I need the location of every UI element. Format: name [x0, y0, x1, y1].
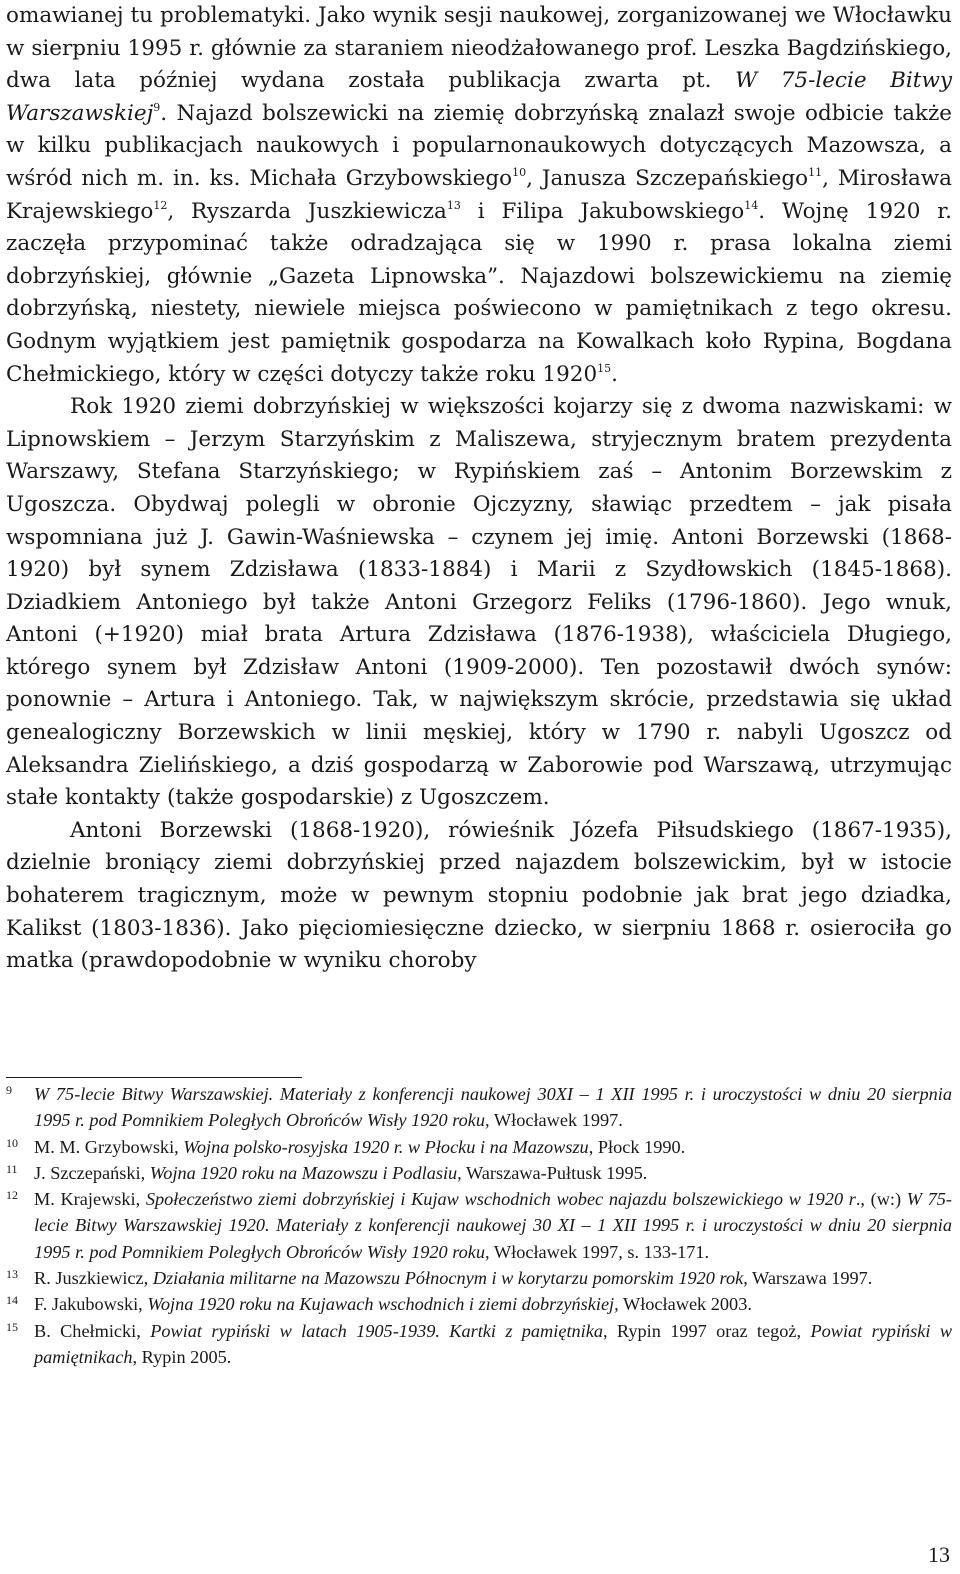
footnote-text — [34, 1318, 952, 1371]
text-run: i Filipa Jakubowskiego — [460, 198, 745, 224]
text-run: Warszawa-Pułtusk 1995. — [461, 1162, 648, 1183]
footnote-ref: 11 — [808, 165, 823, 179]
text-run: , Rypin 1997 oraz tegoż, — [603, 1320, 811, 1341]
italic-text: W 75-lecie Bitwy Warszawskiej. Materiały z konferencji naukowej 30XI – 1 XII 1995 r. i uroczystości w dniu 20 sierpnia 1995 r. pod Pomnikiem Poległych Obrońców Wisły 1920 roku, — [34, 1084, 952, 1131]
italic-text: Działania militarne na Mazowszu Północnym i w korytarzu pomorskim 1920 rok — [152, 1268, 744, 1289]
italic-text: W 75-lecie Bitwy Warszawskiej — [6, 68, 952, 126]
text-run: R. Juszkiewicz, — [34, 1268, 153, 1289]
text-run: , Warszawa 1997. — [743, 1268, 873, 1289]
text-run: omawianej tu problematyki. Jako wynik sesji naukowej, zorganizowanej we Włocławku w sierpniu 1995 r. głównie za staraniem nieodżałowanego prof. Leszka Bagdzińskiego, dwa lata później wydana została publikacja zwarta pt. — [6, 3, 952, 94]
text-run: Antoni Borzewski (1868-1920), rówieśnik Józefa Piłsudskiego (1867-1935), dzielnie broniący ziemi dobrzyńskiej przed najazdem bolszewickim, był w istocie bohaterem tragicznym, może w pewnym stopniu podobnie jak brat jego dziadka, Kalikst (1803-1836). Jako pięciomiesięczne dziecko, w sierpniu 1868 r. osierociła go matka (prawdopodobnie w wyniku choroby — [6, 817, 952, 974]
paragraph — [6, 0, 952, 391]
footnote-number: 12 — [6, 1188, 18, 1203]
footnote-ref: 13 — [446, 198, 461, 212]
footnote-number: 15 — [6, 1319, 18, 1334]
footnote — [6, 1134, 952, 1160]
text-run: . Wojnę 1920 r. zaczęła przypominać także odradzająca się w 1990 r. prasa lokalna ziemi dobrzyńskiej, głównie „Gazeta Lipnowska”. Najazdowi bolszewickiemu na ziemię dobrzyńską, niestety, niewiele miejsca poświecono w pamiętnikach z tego okresu. Godnym wyjątkiem jest pamiętnik gospodarza na Kowalkach koło Rypina, Bogdana Chełmickiego, który w części dotyczy także roku 1920 — [6, 198, 952, 387]
text-run: . — [611, 361, 618, 387]
footnote-ref: 15 — [597, 361, 612, 375]
text-run: J. Szczepański, — [34, 1162, 150, 1183]
footnote — [6, 1186, 952, 1265]
footnote — [6, 1081, 952, 1134]
paragraph — [6, 815, 952, 978]
text-run: , Płock 1990. — [588, 1136, 686, 1157]
footnote-number: 10 — [6, 1135, 18, 1150]
italic-text: Wojna 1920 roku na Kujawach wschodnich i ziemi dobrzyńskiej, — [147, 1294, 619, 1315]
footnote — [6, 1160, 952, 1186]
italic-text: Powiat rypiński w latach 1905-1939. Kartki z pamiętnika — [150, 1320, 604, 1341]
text-run: , Janusza Szczepańskiego — [526, 165, 809, 191]
footnote — [6, 1291, 952, 1317]
page-number: 13 — [928, 1542, 950, 1567]
italic-text: W 75-lecie Bitwy Warszawskiej 1920. Materiały z konferencji naukowej 30 XI – 1 XII 1995 r. i uroczystości w dniu 20 sierpnia 1995 r. pod Pomnikiem Poległych Obrońców Wisły 1920 roku — [34, 1189, 952, 1262]
text-run: ., (w:) — [855, 1189, 907, 1210]
footnote-ref: 14 — [744, 198, 759, 212]
footnote-number: 9 — [6, 1083, 12, 1097]
text-run: Włocławek 1997. — [489, 1110, 623, 1131]
text-run: , Włocławek 1997, s. 133-171. — [485, 1241, 710, 1262]
footnote-text — [34, 1134, 952, 1160]
main-text — [6, 0, 952, 978]
footnote-text — [34, 1186, 952, 1265]
italic-text: Społeczeństwo ziemi dobrzyńskiej i Kujaw wschodnich wobec najazdu bolszewickiego w 1920 r — [145, 1189, 856, 1210]
italic-text: Wojna 1920 roku na Mazowszu i Podlasiu, — [149, 1162, 462, 1183]
footnote-number: 13 — [6, 1267, 18, 1282]
italic-text: Powiat rypiński w pamiętnikach — [34, 1320, 953, 1367]
text-run: F. Jakubowski, — [34, 1294, 148, 1315]
footnote-ref: 10 — [512, 165, 527, 179]
text-run: , Rypin 2005. — [132, 1346, 232, 1367]
footnote-text — [34, 1160, 952, 1186]
footnote-number: 11 — [6, 1161, 18, 1176]
text-run: Rok 1920 ziemi dobrzyńskiej w większości kojarzy się z dwoma nazwiskami: w Lipnowskiem – Jerzym Starzyńskim z Maliszewa, stryjecznym bratem prezydenta Warszawy, Stefana Starzyńskiego; w Rypińskiem zaś – Antonim Borzewskim z Ugoszcza. Obydwaj polegli w obronie Ojczyzny, sławiąc przedtem – jak pisała wspomniana już J. Gawin-Waśniewska – czynem jej imię. Antoni Borzewski (1868-1920) był synem Zdzisława (1833-1884) i Marii z Szydłowskich (1845-1868). Dziadkiem Antoniego był także Antoni Grzegorz Feliks (1796-1860). Jego wnuk, Antoni (+1920) miał brata Artura Zdzisława (1876-1938), właściciela Długiego, którego synem był Zdzisław Antoni (1909-2000). Ten pozostawił dwóch synów: ponownie – Artura i Antoniego. Tak, w największym skrócie, przedstawia się układ genealogiczny Borzewskich w linii męskiej, który w 1790 r. nabyli Ugoszcz od Aleksandra Zielińskiego, a dziś gospodarzą w Zaborowie pod Warszawą, utrzymując stałe kontakty (także gospodarskie) z Ugoszczem. — [6, 394, 952, 811]
text-run: M. M. Grzybowski, — [34, 1136, 184, 1157]
text-run: , Ryszarda Juszkiewicza — [167, 198, 447, 224]
footnote-ref: 9 — [153, 100, 161, 114]
paragraph — [6, 391, 952, 815]
text-run: . Najazd bolszewicki na ziemię dobrzyńską znalazł swoje odbicie także w kilku publikacjach naukowych i popularnonaukowych dotyczących Mazowsza, a wśród nich m. in. ks. Michała Grzybowskiego — [6, 100, 952, 191]
text-run: Włocławek 2003. — [618, 1294, 752, 1315]
footnotes — [6, 1081, 952, 1370]
text-run: B. Chełmicki, — [34, 1320, 151, 1341]
footnote-text — [34, 1081, 952, 1134]
italic-text: Wojna polsko-rosyjska 1920 r. w Płocku i na Mazowszu — [183, 1136, 589, 1157]
footnote-ref: 12 — [153, 198, 168, 212]
footnote-text — [34, 1291, 952, 1317]
footnote — [6, 1265, 952, 1291]
footnote-number: 14 — [6, 1293, 18, 1308]
text-run: M. Krajewski, — [34, 1189, 146, 1210]
footnote-text — [34, 1265, 952, 1291]
footnote-separator — [6, 1077, 302, 1078]
footnote — [6, 1318, 952, 1371]
text-run: , Mirosława Krajewskiego — [6, 165, 953, 224]
